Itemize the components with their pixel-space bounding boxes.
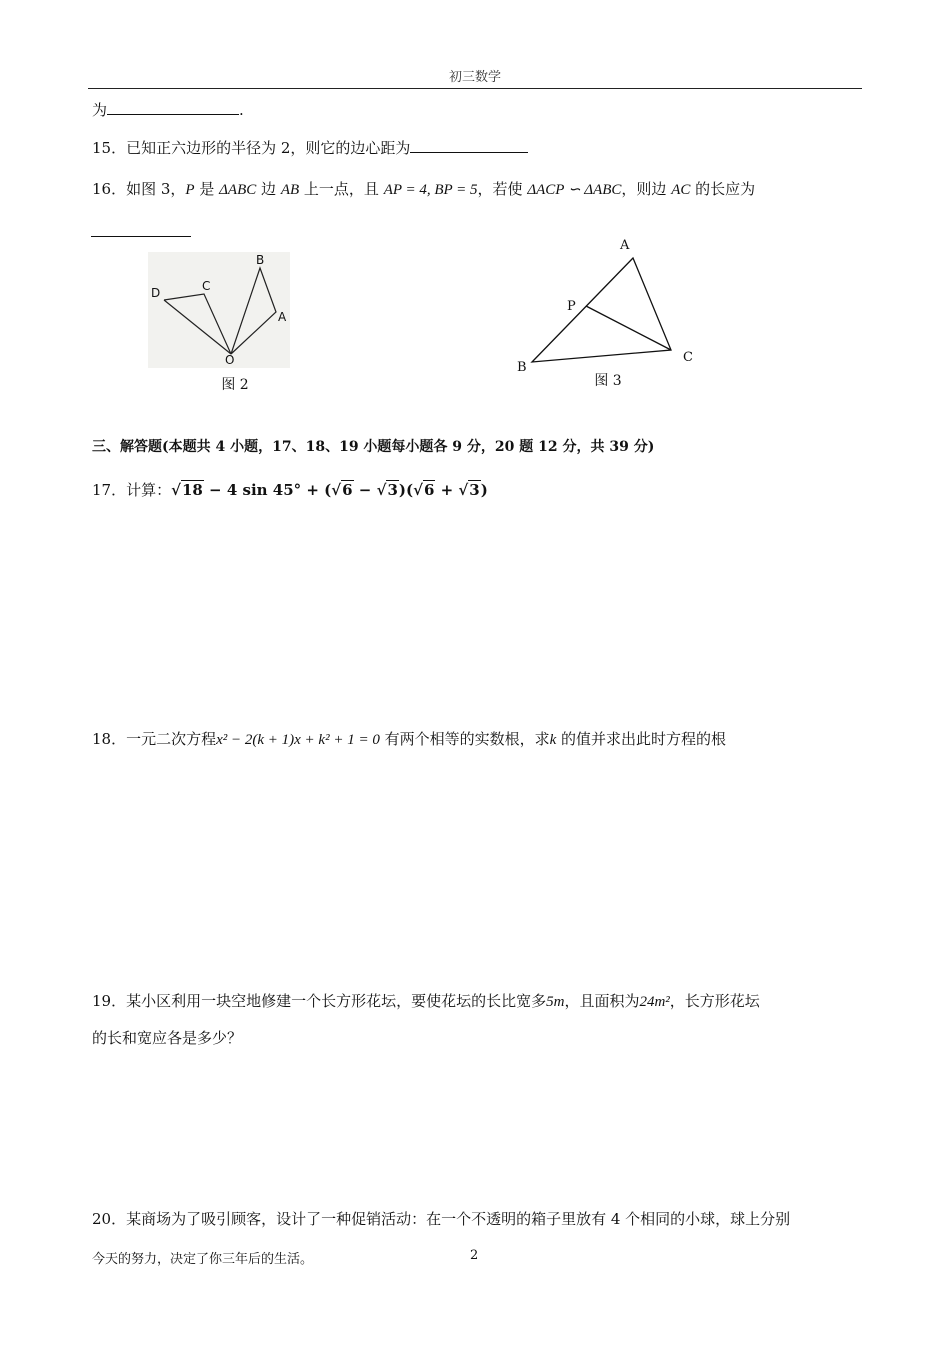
q19-text-c: ，长方形花坛 [669,992,760,1010]
fig2-label-c: C [202,279,211,293]
figure-3-drawing [510,236,700,376]
q16-text-5: ，则边 [621,180,672,198]
fig3-label-p: P [567,299,576,314]
fig2-triangle-doc [164,294,231,354]
q16-text-2: 边 [256,180,281,198]
q18-prefix: 18．一元二次方程 [92,730,217,748]
figure-3 [510,236,700,376]
q16-text-4: ，若使 [477,180,528,198]
fig3-segment-pc [586,306,671,350]
page-header: 初三数学 [448,70,501,85]
fig2-triangle-boa [231,268,276,354]
fig2-label-d: D [151,286,161,300]
q17-expr-8: + [435,481,459,499]
fig3-label-a: A [620,238,630,253]
q14-prefix: 为 [92,101,108,119]
fig2-label-b: B [256,253,265,267]
q17-radicand-6b: 6 [423,481,435,499]
q18-suffix: 有两个相等的实数根，求 [379,730,550,748]
q17-radicand-3a: 3 [387,481,398,499]
figure-2-caption: 图 2 [221,377,249,393]
q15-text: 15．已知正六边形的半径为 2，则它的边心距为 [92,139,411,157]
q15-answer-blank[interactable] [410,138,528,153]
q18-equation: x² − 2(k + 1)x + k² + 1 = 0 [216,732,380,748]
q16-answer-blank[interactable] [91,222,191,237]
q16-point-p: P [185,182,195,198]
fig2-label-o: O [225,353,235,367]
figure-2 [148,252,290,368]
figure-3-caption: 图 3 [594,373,622,389]
q14-suffix: . [239,101,244,119]
footer-motto: 今天的努力，决定了你三年后的生活。 [92,1252,314,1267]
question-20: 20．某商场为了吸引顾客，设计了一种促销活动：在一个不透明的箱子里放有 4 个相同的小球，球上分别 [92,1210,791,1228]
question-16 [92,179,755,200]
q16-text-6: 的长应为 [690,180,756,198]
figure-2-drawing [148,252,290,368]
header-rule [88,88,862,89]
q17-radicand-6a: 6 [342,481,353,499]
q16-side-ac: AC [671,182,691,198]
fig3-triangle-abc [532,258,671,362]
q19-text-a: 19．某小区利用一块空地修建一个长方形花坛，要使花坛的长比宽多 [92,992,547,1010]
q17-expr-10: ) [480,481,488,499]
q17-expression: √18 − 4 sin 45° + (√6 − √3)(√6 + √3) [171,481,488,499]
fig2-label-a: A [278,310,287,324]
fig3-label-c: C [683,350,693,365]
q16-text-1: 是 [194,180,220,198]
question-18 [92,729,726,750]
q16-text-3: 上一点，且 [299,180,384,198]
fig3-label-b: B [517,360,527,375]
q16-similarity: ΔACP ∽ ΔABC [527,182,622,198]
question-19-line-2: 的长和宽应各是多少？ [92,1029,243,1047]
q16-triangle-abc: ΔABC [219,182,257,198]
q17-expr-4: − [353,481,377,499]
q14-answer-blank[interactable] [107,100,239,115]
q17-radicand-18: 18 [181,481,203,499]
q16-lengths: AP = 4, BP = 5 [383,182,478,198]
question-15 [92,138,528,158]
question-17 [92,480,488,500]
q18-variable-k: k [549,732,557,748]
q14-tail [92,100,244,120]
q17-expr-2: − 4 sin 45° + ( [203,481,332,499]
q19-length-diff: 5m [546,994,565,1010]
question-19-line-1 [92,991,760,1012]
q17-radicand-3b: 3 [469,481,480,499]
section-3-title: 三、解答题(本题共 4 小题，17、18、19 小题每小题各 9 分，20 题 12 分，共 39 分) [92,439,655,455]
q18-suffix-2: 的值并求出此时方程的根 [556,730,727,748]
page-number: 2 [470,1248,479,1263]
q19-area: 24m² [639,994,670,1010]
q19-text-b: ，且面积为 [564,992,640,1010]
q16-side-ab: AB [280,182,300,198]
q17-prefix: 17．计算： [92,481,172,499]
q16-num: 16．如图 3， [92,180,186,198]
q17-expr-6: )( [398,481,414,499]
